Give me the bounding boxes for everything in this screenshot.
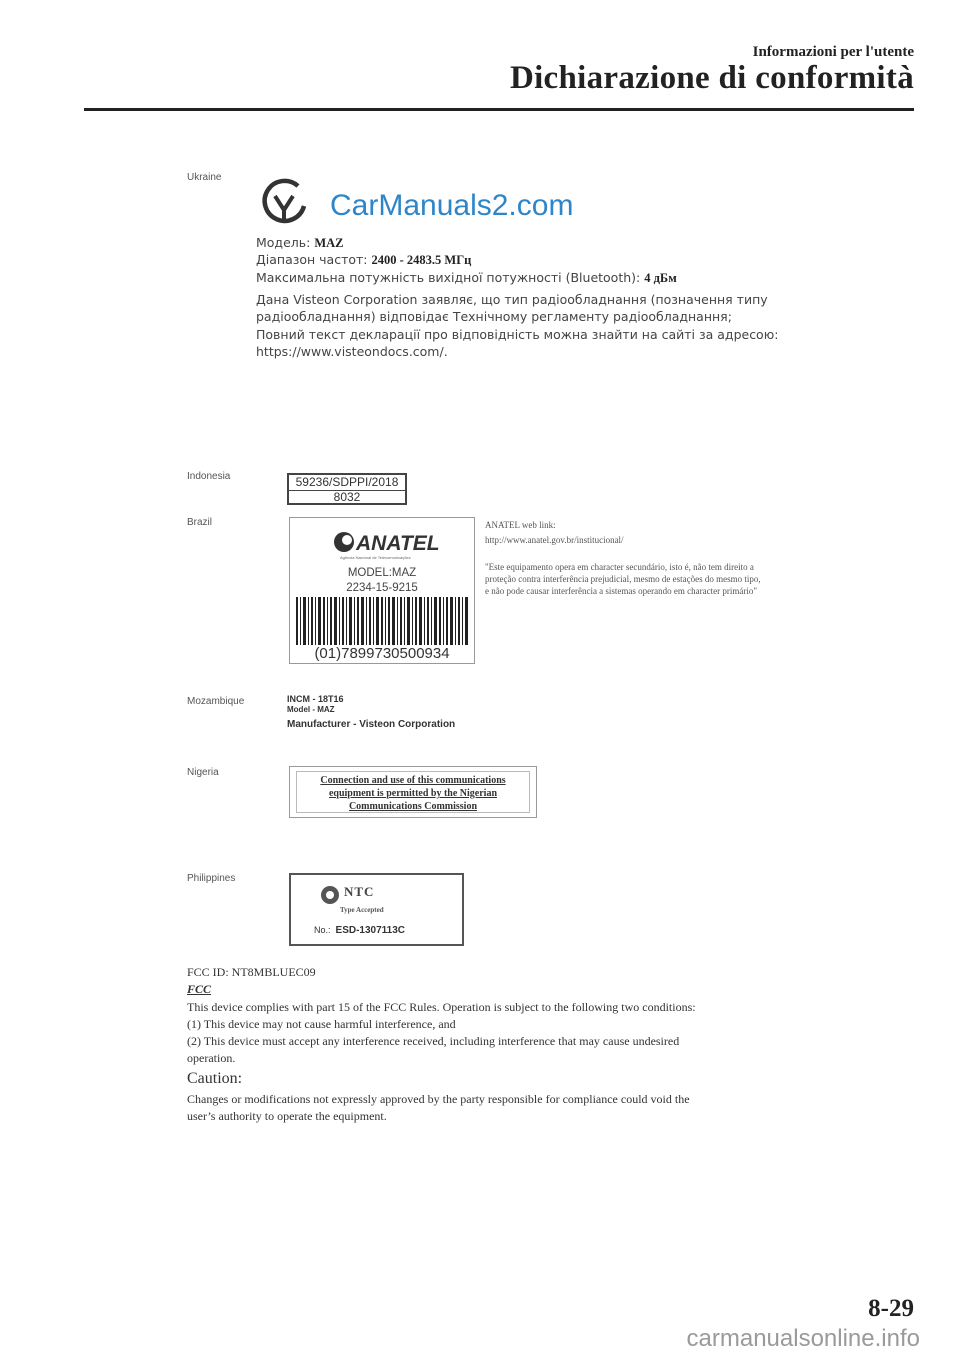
country-label-nigeria: Nigeria [187,767,219,778]
caution-text-line: user’s authority to operate the equipment. [187,1109,387,1123]
page-number: 8-29 [868,1295,914,1322]
anatel-logo-subtitle: Agência Nacional de Telecomunicações [340,555,411,560]
country-label-ukraine: Ukraine [187,172,222,183]
nigeria-approval-text: Connection and use of this communications equipment is permitted by the Nigerian Communications Commission [296,771,530,813]
country-label-mozambique: Mozambique [187,696,245,707]
anatel-model: MODEL:MAZ [347,567,417,579]
ntc-seal-icon [319,884,341,906]
anatel-notice-line: proteção contra interferência prejudicial, mesmo de estações do mesmo tipo, [485,574,761,584]
nigeria-approval-box [289,766,537,818]
section-subtitle: Informazioni per l'utente [752,44,914,60]
barcode-icon [296,597,468,645]
mozambique-model: Model - MAZ [287,705,335,714]
fcc-text-line: This device complies with part 15 of the FCC Rules. Operation is subject to the following two conditions: [187,1000,696,1014]
ukraine-model-line: Модель: MAZ [256,235,344,250]
ukraine-declaration-line: радіообладнання) відповідає Технічному регламенту радіообладнання; [256,309,732,324]
anatel-link-url[interactable]: http://www.anatel.gov.br/institucional/ [485,535,624,545]
country-label-indonesia: Indonesia [187,471,231,482]
page-title: Dichiarazione di conformità [509,60,914,96]
ntc-number: No.: ESD-1307113C [314,925,406,936]
anatel-notice-line: e não pode causar interferência a sistemas operando em character primário" [485,586,758,596]
barcode-number: (01)7899730500934 [314,645,450,662]
caution-heading: Caution: [187,1070,243,1087]
caution-text-line: Changes or modifications not expressly approved by the party responsible for compliance could void the [187,1092,690,1106]
ntc-type-accepted: Type Accepted [340,906,384,914]
anatel-link-label: ANATEL web link: [485,520,556,530]
ntc-title: NTC [344,884,375,899]
country-label-brazil: Brazil [187,517,213,528]
fcc-text-line: (2) This device must accept any interference received, including interference that may cause undesired [187,1034,680,1048]
fcc-text-line: (1) This device may not cause harmful interference, and [187,1017,456,1031]
ukraine-frequency-line: Діапазон частот: 2400 - 2483.5 МГц [256,252,472,267]
indonesia-cert-code: 8032 [333,490,361,504]
ukraine-declaration-url: https://www.visteondocs.com/. [256,344,448,359]
anatel-logo-icon [330,527,450,557]
mozambique-manufacturer: Manufacturer - Visteon Corporation [287,719,456,730]
fcc-logo: FCC [187,982,212,996]
ukraine-declaration-line: Повний текст декларації про відповідність можна знайти на сайті за адресою: [256,327,779,342]
mozambique-incm: INCM - 18T16 [287,694,344,704]
indonesia-certificate-box [287,473,407,505]
ukraine-power-line: Максимальна потужність вихідної потужності (Bluetooth): 4 дБм [256,270,677,285]
ukraine-conformity-mark-icon [258,176,310,228]
watermark-text: CarManuals2.com [330,189,574,222]
fcc-id: FCC ID: NT8MBLUEC09 [187,965,316,979]
anatel-notice-line: "Este equipamento opera em character secundário, isto é, não tem direito a [485,562,754,572]
indonesia-cert-number: 59236/SDPPI/2018 [289,475,405,491]
svg-text:ANATEL: ANATEL [356,532,440,555]
header-divider [84,108,914,111]
footer-watermark: carmanualsonline.info [686,1325,920,1352]
anatel-number: 2234-15-9215 [346,582,418,594]
fcc-text-line: operation. [187,1051,236,1065]
country-label-philippines: Philippines [187,873,236,884]
ukraine-declaration-line: Дана Visteon Corporation заявляє, що тип радіообладнання (позначення типу [256,292,768,307]
